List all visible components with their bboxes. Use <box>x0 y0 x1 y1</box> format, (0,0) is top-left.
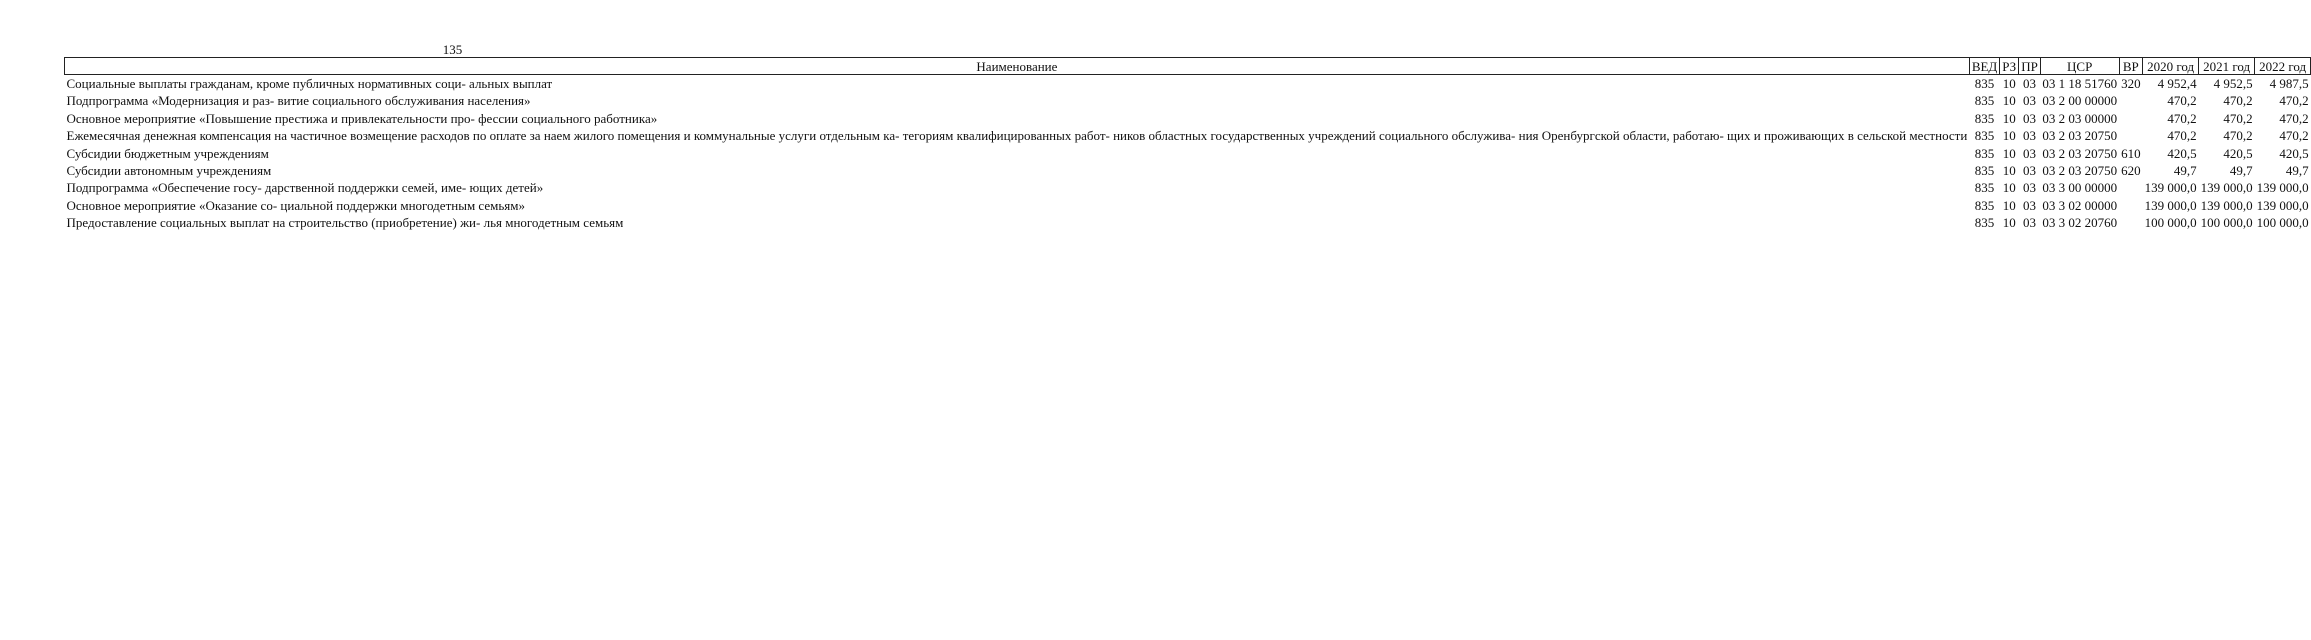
row-vr <box>2119 214 2143 231</box>
header-row <box>65 58 2311 75</box>
row-pr: 03 <box>2023 128 2037 144</box>
row-2022: 139 000,0 <box>2256 180 2309 196</box>
header-pr: ПР <box>2019 58 2041 75</box>
page-number: 135 <box>442 42 463 57</box>
row-pr: 03 <box>2023 110 2037 126</box>
row-rz: 10 <box>2002 163 2016 179</box>
table-row <box>65 127 2311 144</box>
row-ved: 835 <box>1974 163 1995 179</box>
row-vr: 320 <box>2121 76 2141 91</box>
header-name: Наименование <box>65 58 1970 75</box>
row-ved: 835 <box>1974 93 1995 109</box>
table-row <box>65 92 2311 109</box>
row-ved: 835 <box>1974 215 1995 231</box>
row-2020: 139 000,0 <box>2144 180 2197 196</box>
row-vr <box>2119 92 2143 109</box>
row-ved: 835 <box>1974 180 1995 196</box>
row-pr: 03 <box>2023 215 2037 231</box>
row-rz: 10 <box>2002 215 2016 231</box>
row-2022: 139 000,0 <box>2256 197 2309 213</box>
row-ved: 835 <box>1974 110 1995 126</box>
row-vr <box>2119 197 2143 214</box>
row-vr: 610 <box>2121 145 2141 161</box>
row-rz: 10 <box>2002 180 2016 196</box>
row-2020: 470,2 <box>2167 93 2197 109</box>
table-row <box>65 145 2311 162</box>
row-pr: 03 <box>2023 145 2037 161</box>
row-2020: 470,2 <box>2167 110 2197 126</box>
row-rz: 10 <box>2002 128 2016 144</box>
row-name: Подпрограмма «Модернизация и раз- витие социального обслуживания населения» <box>66 93 531 109</box>
row-2021: 139 000,0 <box>2200 180 2253 196</box>
table-row <box>65 110 2311 127</box>
row-vr <box>2119 179 2143 196</box>
row-2020: 49,7 <box>2173 163 2197 179</box>
row-csr: 03 3 02 00000 <box>2042 197 2118 213</box>
row-2022: 4 987,5 <box>2269 76 2309 91</box>
row-csr: 03 2 03 00000 <box>2042 110 2118 126</box>
header-2021: 2021 год <box>2199 58 2255 75</box>
row-2021: 100 000,0 <box>2200 215 2253 231</box>
row-name: Ежемесячная денежная компенсация на частичное возмещение расходов по оплате за наем жилого помещения и коммунальные услуги отдельным ка- тегориям квалифицированных работ- ников областных государственных учреждений социального обслужива- ния Оренбургской области, работаю- щих и проживающих в сельской местности <box>66 128 1968 144</box>
row-2022: 470,2 <box>2279 93 2309 109</box>
row-2020: 139 000,0 <box>2144 197 2197 213</box>
row-pr: 03 <box>2023 76 2037 91</box>
row-name: Субсидии автономным учреждениям <box>66 163 272 179</box>
row-csr: 03 3 02 20760 <box>2042 215 2118 231</box>
row-2021: 49,7 <box>2229 163 2253 179</box>
row-ved: 835 <box>1974 197 1995 213</box>
row-csr: 03 2 03 20750 <box>2042 145 2118 161</box>
row-csr: 03 2 00 00000 <box>2042 93 2118 109</box>
row-2021: 4 952,5 <box>2213 76 2253 91</box>
row-2021: 470,2 <box>2223 93 2253 109</box>
row-csr: 03 2 03 20750 <box>2042 163 2118 179</box>
header-ved: ВЕД <box>1969 58 1999 75</box>
table-row <box>65 214 2311 231</box>
row-2022: 470,2 <box>2279 128 2309 144</box>
row-pr: 03 <box>2023 197 2037 213</box>
row-vr: 620 <box>2121 163 2141 179</box>
row-rz: 10 <box>2002 93 2016 109</box>
row-ved: 835 <box>1974 145 1995 161</box>
header-2020: 2020 год <box>2143 58 2199 75</box>
row-csr: 03 3 00 00000 <box>2042 180 2118 196</box>
header-vr: ВР <box>2119 58 2143 75</box>
row-rz: 10 <box>2002 76 2016 91</box>
header-2022: 2022 год <box>2255 58 2311 75</box>
table-row <box>65 162 2311 179</box>
row-csr: 03 2 03 20750 <box>2042 128 2118 144</box>
row-2021: 470,2 <box>2223 128 2253 144</box>
row-ved: 835 <box>1974 76 1995 91</box>
row-2022: 100 000,0 <box>2256 215 2309 231</box>
row-pr: 03 <box>2023 163 2037 179</box>
row-csr: 03 1 18 51760 <box>2042 76 2118 91</box>
row-2020: 420,5 <box>2167 145 2197 161</box>
header-rz: РЗ <box>2000 58 2019 75</box>
row-name: Предоставление социальных выплат на строительство (приобретение) жи- лья многодетным семьям <box>66 215 624 231</box>
row-rz: 10 <box>2002 110 2016 126</box>
row-vr <box>2119 127 2143 144</box>
row-pr: 03 <box>2023 93 2037 109</box>
row-name: Субсидии бюджетным учреждениям <box>66 145 269 161</box>
row-2022: 49,7 <box>2285 163 2309 179</box>
row-name: Основное мероприятие «Оказание со- циальной поддержки многодетным семьям» <box>66 197 525 213</box>
row-2021: 470,2 <box>2223 110 2253 126</box>
table-row <box>65 179 2311 196</box>
row-ved: 835 <box>1974 128 1995 144</box>
row-2020: 100 000,0 <box>2144 215 2197 231</box>
row-pr: 03 <box>2023 180 2037 196</box>
table-row <box>65 197 2311 214</box>
budget-table <box>64 57 2311 232</box>
row-2021: 139 000,0 <box>2200 197 2253 213</box>
row-rz: 10 <box>2002 197 2016 213</box>
table-row <box>65 75 2311 93</box>
row-name: Основное мероприятие «Повышение престижа и привлекательности про- фессии социального работника» <box>66 110 658 126</box>
row-2022: 420,5 <box>2279 145 2309 161</box>
row-name: Социальные выплаты гражданам, кроме публичных нормативных соци- альных выплат <box>66 76 553 91</box>
row-rz: 10 <box>2002 145 2016 161</box>
row-2022: 470,2 <box>2279 110 2309 126</box>
row-2020: 470,2 <box>2167 128 2197 144</box>
row-name: Подпрограмма «Обеспечение госу- дарственной поддержки семей, име- ющих детей» <box>66 180 544 196</box>
header-csr: ЦСР <box>2040 58 2119 75</box>
row-2021: 420,5 <box>2223 145 2253 161</box>
row-vr <box>2119 110 2143 127</box>
row-2020: 4 952,4 <box>2157 76 2197 91</box>
